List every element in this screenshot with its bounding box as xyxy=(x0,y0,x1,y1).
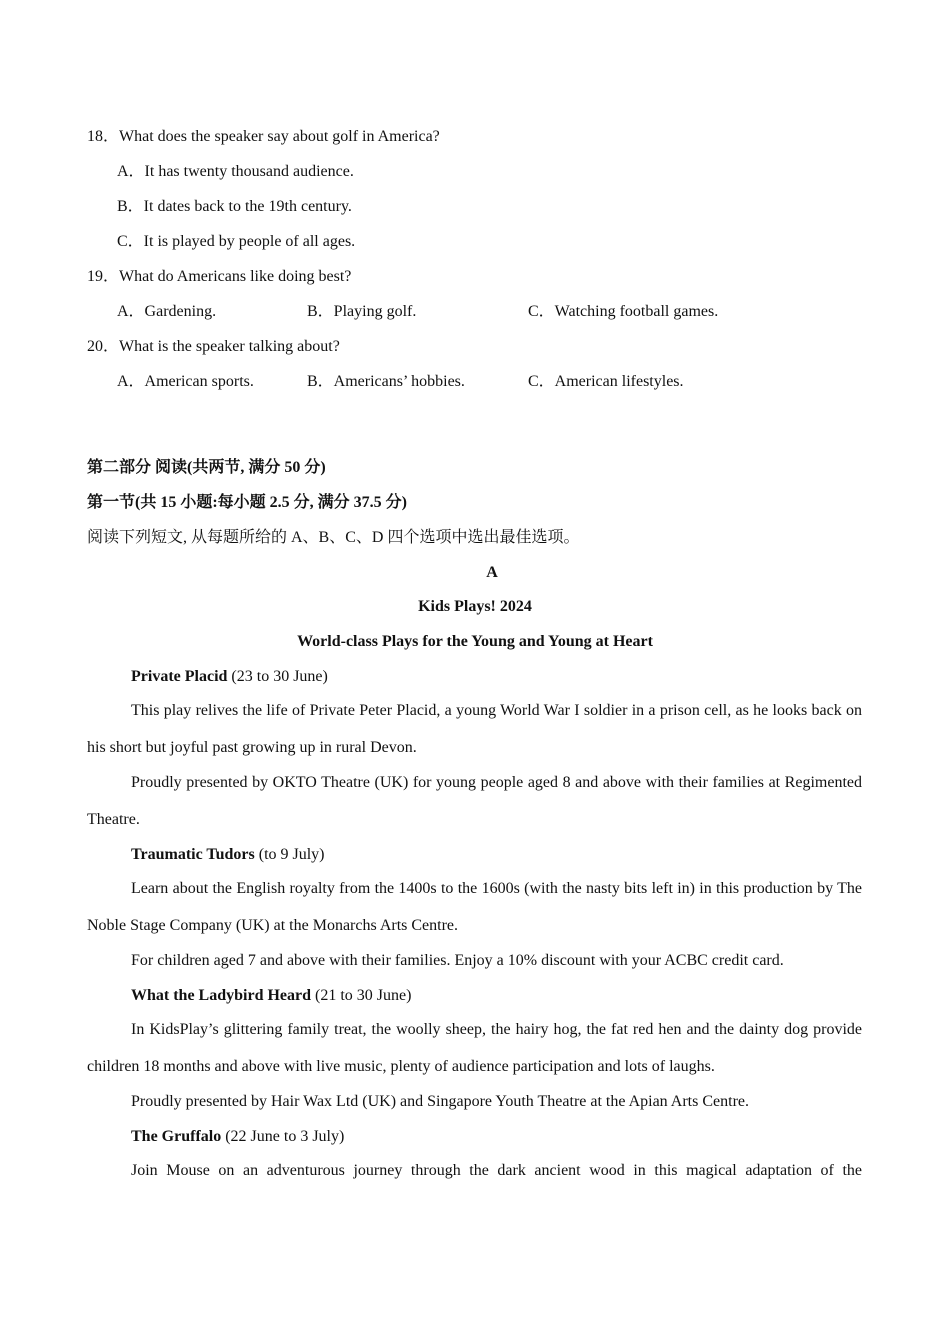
question-19-option-c: C．Watching football games. xyxy=(528,303,719,320)
play-dates: (21 to 30 June) xyxy=(311,987,412,1004)
question-20-stem: 20．What is the speaker talking about? xyxy=(87,338,340,355)
play-paragraph xyxy=(87,870,862,944)
play-heading xyxy=(131,1127,344,1147)
passage-letter: A xyxy=(486,564,498,581)
passage-subtitle: World-class Plays for the Young and Young at Heart xyxy=(297,633,653,650)
play-name: Traumatic Tudors xyxy=(131,846,255,863)
play-paragraph xyxy=(87,764,862,838)
section1-heading: 第一节(共 15 小题:每小题 2.5 分, 满分 37.5 分) xyxy=(87,494,407,511)
question-18-stem: 18．What does the speaker say about golf in America? xyxy=(87,128,440,145)
play-heading xyxy=(131,845,325,865)
question-19-option-b: B．Playing golf. xyxy=(307,303,417,320)
question-19-stem: 19．What do Americans like doing best? xyxy=(87,268,352,285)
play-name: The Gruffalo xyxy=(131,1128,222,1145)
play-paragraph: For children aged 7 and above with their families. Enjoy a 10% discount with your ACBC credit card. xyxy=(131,952,784,969)
play-dates: (23 to 30 June) xyxy=(227,668,328,685)
paragraph-text: Proudly presented by OKTO Theatre (UK) for young people aged 8 and above with their families at Regimented Theatre. xyxy=(87,774,862,828)
play-dates: (to 9 July) xyxy=(254,846,325,863)
question-19-option-a: A．Gardening. xyxy=(117,303,217,320)
play-name: What the Ladybird Heard xyxy=(131,987,312,1004)
part2-heading: 第二部分 阅读(共两节, 满分 50 分) xyxy=(87,459,326,476)
play-paragraph xyxy=(87,692,862,766)
play-heading xyxy=(131,667,328,687)
reading-instruction: 阅读下列短文, 从每题所给的 A、B、C、D 四个选项中选出最佳选项。 xyxy=(87,529,580,546)
play-heading xyxy=(131,986,411,1006)
play-paragraph xyxy=(87,1011,862,1085)
paragraph-text: In KidsPlay’s glittering family treat, the woolly sheep, the hairy hog, the fat red hen and the dainty dog provide children 18 months and above with live music, plenty of audience participation and lots of laughs. xyxy=(87,1021,862,1075)
question-18-option-a: A．It has twenty thousand audience. xyxy=(117,163,354,180)
paragraph-text: Learn about the English royalty from the 1400s to the 1600s (with the nasty bits left in) in this production by The Noble Stage Company (UK) at the Monarchs Arts Centre. xyxy=(87,880,862,934)
question-20-option-c: C．American lifestyles. xyxy=(528,373,684,390)
play-name: Private Placid xyxy=(131,668,228,685)
play-dates: (22 June to 3 July) xyxy=(221,1128,345,1145)
question-20-option-b: B．Americans’ hobbies. xyxy=(307,373,465,390)
question-18-option-b: B．It dates back to the 19th century. xyxy=(117,198,352,215)
passage-title: Kids Plays! 2024 xyxy=(418,598,532,615)
play-paragraph: Proudly presented by Hair Wax Ltd (UK) and Singapore Youth Theatre at the Apian Arts Centre. xyxy=(131,1093,749,1110)
question-20-option-a: A．American sports. xyxy=(117,373,254,390)
question-18-option-c: C．It is played by people of all ages. xyxy=(117,233,356,250)
paragraph-text: Join Mouse on an adventurous journey through the dark ancient wood in this magical adaptation of the xyxy=(131,1162,862,1179)
play-paragraph xyxy=(87,1152,862,1189)
paragraph-text: This play relives the life of Private Peter Placid, a young World War I soldier in a prison cell, as he looks back on his short but joyful past growing up in rural Devon. xyxy=(87,702,862,756)
